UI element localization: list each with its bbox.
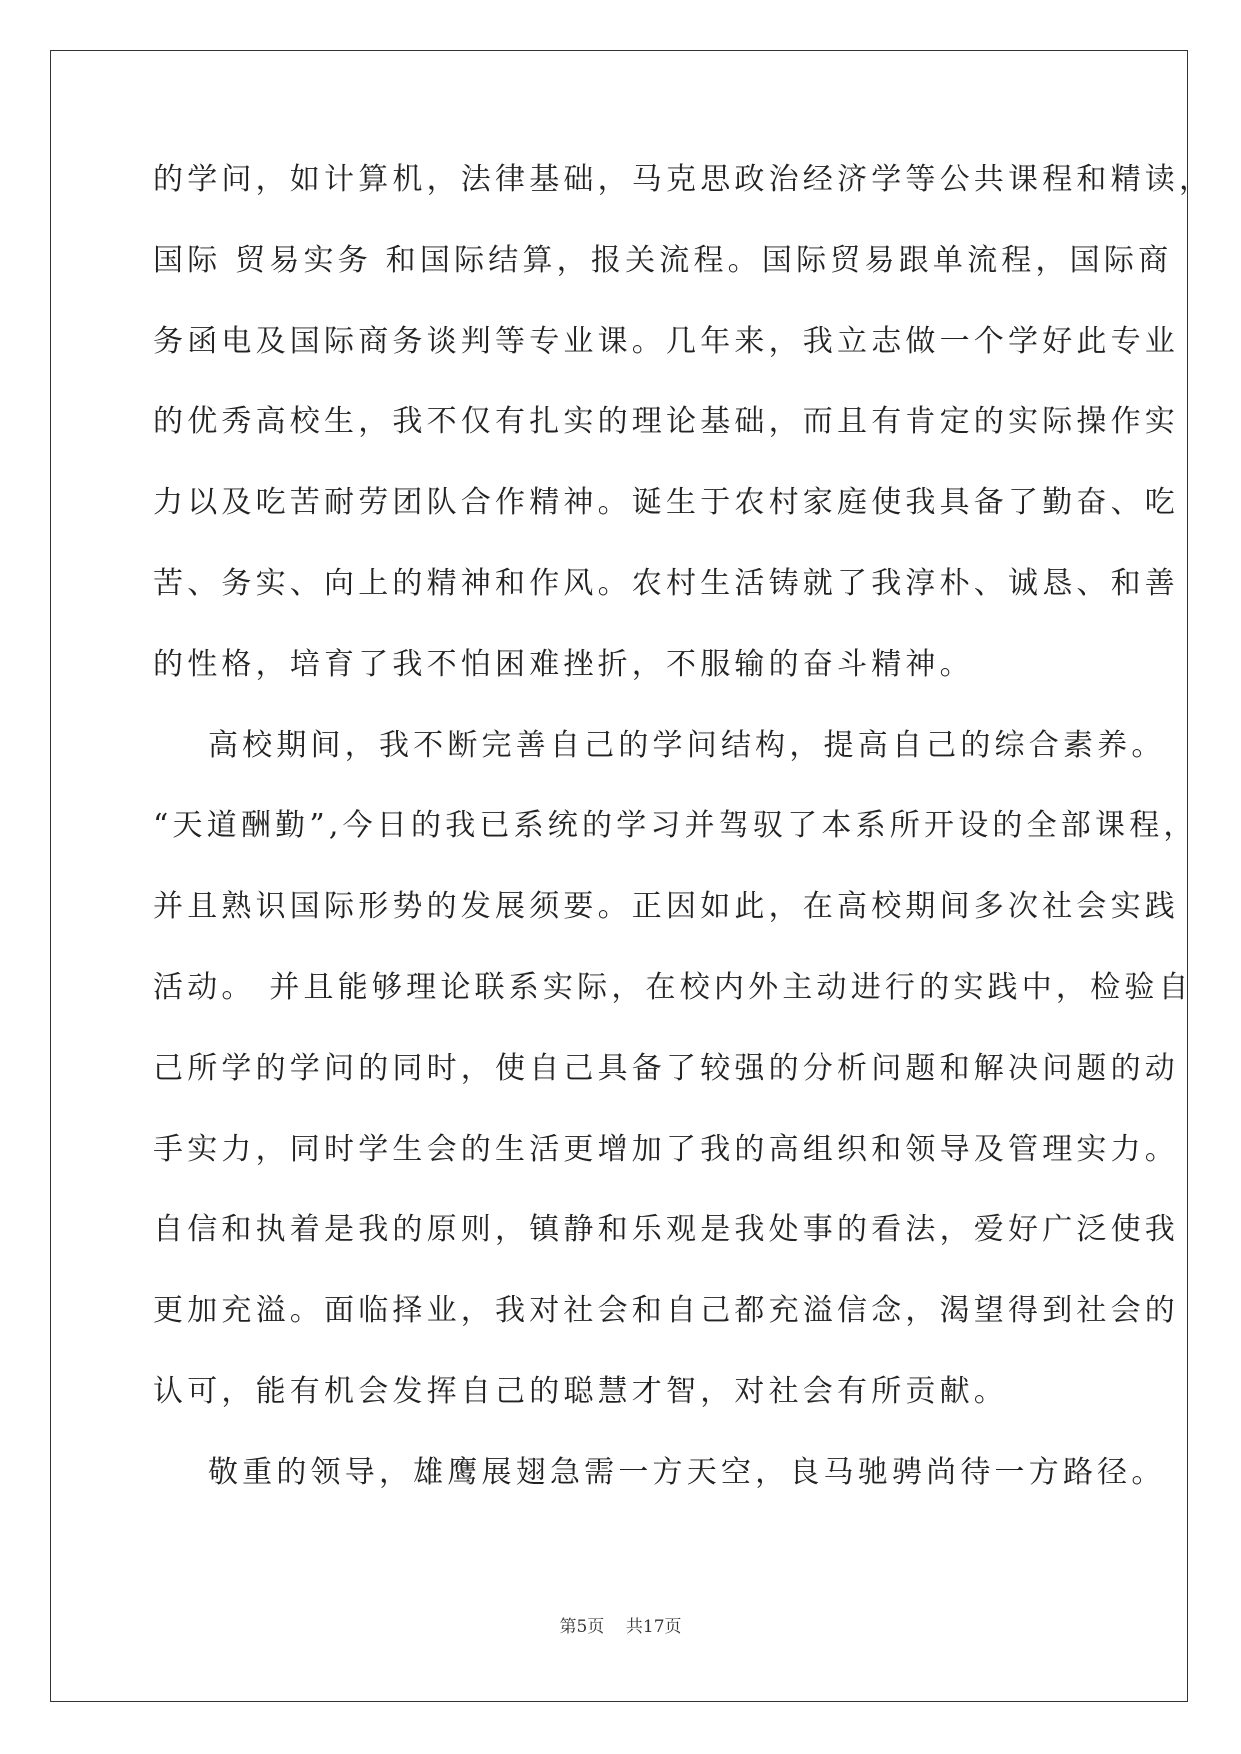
text-line: 的性格，培育了我不怕困难挫折，不服输的奋斗精神。	[153, 646, 974, 682]
text-line: 高校期间，我不断完善自己的学问结构，提高自己的综合素养。	[153, 727, 1166, 763]
total-pages: 17	[642, 1617, 665, 1637]
text-line: 务函电及国际商务谈判等专业课。几年来，我立志做一个学好此专业	[153, 323, 1179, 359]
text-line: 的优秀高校生，我不仅有扎实的理论基础，而且有肯定的实际操作实	[153, 404, 1179, 440]
text-line: 自信和执着是我的原则，镇静和乐观是我处事的看法，爱好广泛使我	[153, 1212, 1179, 1248]
text-line: 国际 贸易实务 和国际结算，报关流程。国际贸易跟单流程，国际商	[153, 242, 1173, 278]
page-footer	[0, 1617, 1241, 1637]
text-line: 活动。 并且能够理论联系实际，在校内外主动进行的实践中，检验自	[153, 969, 1193, 1005]
text-line: 苦、务实、向上的精神和作风。农村生活铸就了我淳朴、诚恳、和善	[153, 565, 1179, 601]
text-line: 并且熟识国际形势的发展须要。正因如此，在高校期间多次社会实践	[153, 889, 1179, 925]
page-prefix: 第	[559, 1617, 577, 1637]
text-line: 更加充溢。面临择业，我对社会和自己都充溢信念，渴望得到社会的	[153, 1293, 1179, 1329]
page-suffix: 页	[587, 1617, 605, 1637]
total-prefix: 共	[625, 1617, 643, 1637]
text-line: 手实力，同时学生会的生活更增加了我的高组织和领导及管理实力。	[153, 1131, 1179, 1167]
text-line: 己所学的学问的同时，使自己具备了较强的分析问题和解决问题的动	[153, 1050, 1179, 1086]
text-line: 的学问，如计算机，法律基础，马克思政治经济学等公共课程和精读，	[153, 162, 1214, 197]
text-line: “天道酬勤”,今日的我已系统的学习并驾驭了本系所开设的全部课程，	[153, 808, 1198, 844]
document-body	[153, 162, 1214, 1539]
page-number: 5	[576, 1617, 588, 1637]
text-line: 敬重的领导，雄鹰展翅急需一方天空，良马驰骋尚待一方路径。	[153, 1454, 1166, 1490]
total-suffix: 页	[664, 1617, 682, 1637]
text-line: 力以及吃苦耐劳团队合作精神。诞生于农村家庭使我具备了勤奋、吃	[153, 485, 1179, 521]
text-line: 认可，能有机会发挥自己的聪慧才智，对社会有所贡献。	[153, 1373, 1008, 1409]
